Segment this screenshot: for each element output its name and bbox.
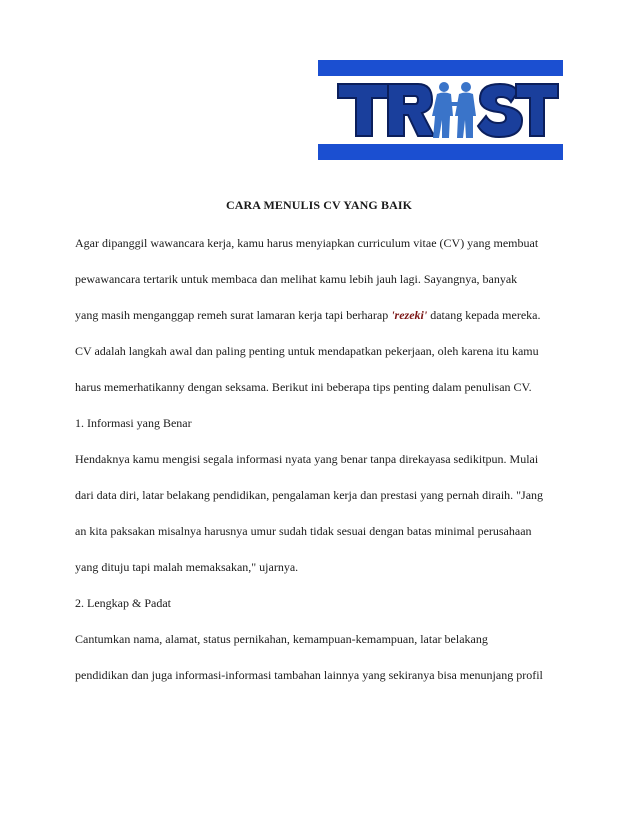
logo-letter-t-2 bbox=[516, 84, 558, 136]
trust-logo bbox=[318, 60, 563, 160]
paragraph-line-3-start: yang masih menganggap remeh surat lamaran kerja tapi berharap bbox=[75, 308, 392, 322]
paragraph-line-5: harus memerhatikanny dengan seksama. Berikut ini beberapa tips penting dalam penulisan CV. bbox=[75, 380, 532, 394]
paragraph-line-1: Agar dipanggil wawancara kerja, kamu harus menyiapkan curriculum vitae (CV) yang membuat bbox=[75, 236, 539, 250]
paragraph-line-2: pewawancara tertarik untuk membaca dan melihat kamu lebih jauh lagi. Sayangnya, banyak bbox=[75, 272, 518, 286]
paragraph-line-8: an kita paksakan misalnya harusnya umur sudah tidak sesuai dengan batas minimal perusahaan bbox=[75, 524, 532, 538]
logo-bottom-band bbox=[318, 144, 563, 160]
paragraph-line-9: yang dituju tapi malah memaksakan," ujarnya. bbox=[75, 560, 299, 574]
handshake-figures-icon bbox=[432, 82, 476, 138]
paragraph-line-3 bbox=[75, 308, 540, 322]
paragraph-line-11: pendidikan dan juga informasi-informasi tambahan lainnya yang sekiranya bisa menunjang profil bbox=[75, 668, 543, 682]
document-title: CARA MENULIS CV YANG BAIK bbox=[225, 198, 413, 212]
logo-letter-r bbox=[388, 84, 434, 136]
paragraph-line-7: dari data diri, latar belakang pendidikan, pengalaman kerja dan prestasi yang pernah diraih. "Jang bbox=[75, 488, 544, 502]
logo-letter-t-1 bbox=[338, 84, 390, 136]
paragraph-line-3-end: datang kepada mereka. bbox=[427, 308, 541, 322]
logo-top-band bbox=[318, 60, 563, 76]
section-heading-2: 2. Lengkap & Padat bbox=[75, 596, 171, 610]
paragraph-line-10: Cantumkan nama, alamat, status pernikahan, kemampuan-kemampuan, latar belakang bbox=[75, 632, 488, 646]
paragraph-line-6: Hendaknya kamu mengisi segala informasi nyata yang benar tanpa direkayasa sedikitpun. Mulai bbox=[75, 452, 539, 466]
section-heading-1: 1. Informasi yang Benar bbox=[75, 416, 192, 430]
trust-logo-graphic bbox=[318, 60, 563, 160]
rezeki-emphasis: 'rezeki' bbox=[391, 308, 428, 322]
paragraph-line-4: CV adalah langkah awal dan paling penting untuk mendapatkan pekerjaan, oleh karena itu kamu bbox=[75, 344, 539, 358]
